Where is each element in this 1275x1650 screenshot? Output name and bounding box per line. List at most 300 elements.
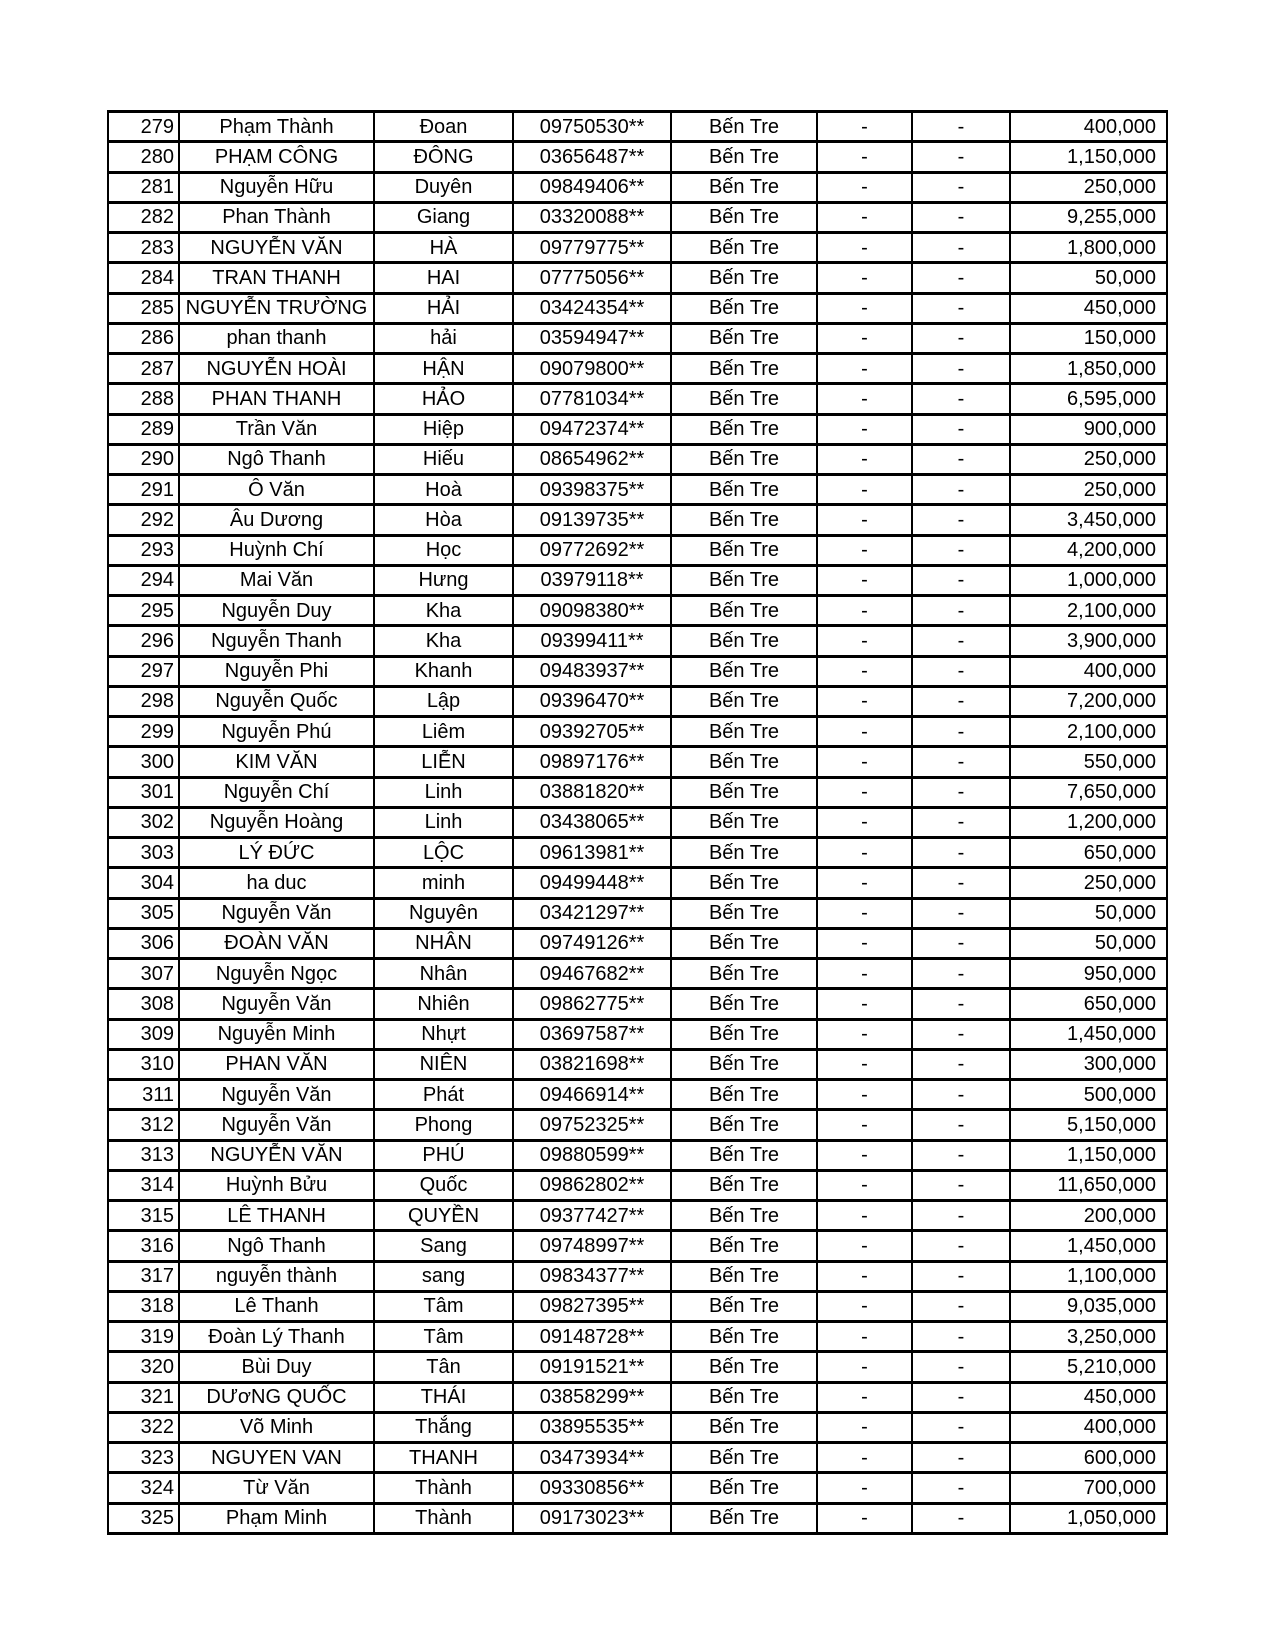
cell-last-name: Nhiên <box>374 989 513 1019</box>
cell-last-name: QUYỀN <box>374 1201 513 1231</box>
cell-province: Bến Tre <box>671 142 817 172</box>
table-row <box>108 959 1167 989</box>
cell-blank-1: - <box>817 1503 912 1534</box>
cell-province: Bến Tre <box>671 475 817 505</box>
cell-row-number: 298 <box>108 686 179 716</box>
table-row <box>108 686 1167 716</box>
cell-first-name: phan thanh <box>179 323 374 353</box>
cell-blank-1: - <box>817 1412 912 1442</box>
cell-amount: 50,000 <box>1010 928 1167 958</box>
cell-blank-2: - <box>912 1322 1010 1352</box>
cell-first-name: Phan Thành <box>179 202 374 232</box>
cell-blank-2: - <box>912 989 1010 1019</box>
cell-last-name: ĐÔNG <box>374 142 513 172</box>
cell-row-number: 282 <box>108 202 179 232</box>
cell-row-number: 314 <box>108 1170 179 1200</box>
cell-blank-1: - <box>817 686 912 716</box>
table-row <box>108 1352 1167 1382</box>
cell-amount: 200,000 <box>1010 1201 1167 1231</box>
cell-row-number: 287 <box>108 354 179 384</box>
cell-last-name: HAI <box>374 263 513 293</box>
cell-phone-masked: 09750530** <box>513 112 671 142</box>
cell-first-name: Từ Văn <box>179 1473 374 1503</box>
cell-row-number: 318 <box>108 1291 179 1321</box>
cell-phone-masked: 09399411** <box>513 626 671 656</box>
cell-blank-2: - <box>912 444 1010 474</box>
cell-phone-masked: 09862802** <box>513 1170 671 1200</box>
cell-blank-1: - <box>817 233 912 263</box>
cell-last-name: Hiệp <box>374 414 513 444</box>
cell-row-number: 280 <box>108 142 179 172</box>
cell-blank-2: - <box>912 263 1010 293</box>
cell-row-number: 303 <box>108 838 179 868</box>
table-row <box>108 1080 1167 1110</box>
cell-amount: 1,000,000 <box>1010 565 1167 595</box>
cell-phone-masked: 09849406** <box>513 172 671 202</box>
cell-last-name: HÀ <box>374 233 513 263</box>
cell-phone-masked: 03821698** <box>513 1049 671 1079</box>
cell-first-name: Trần Văn <box>179 414 374 444</box>
cell-amount: 700,000 <box>1010 1473 1167 1503</box>
cell-amount: 650,000 <box>1010 989 1167 1019</box>
cell-phone-masked: 09377427** <box>513 1201 671 1231</box>
cell-blank-2: - <box>912 838 1010 868</box>
cell-phone-masked: 03424354** <box>513 293 671 323</box>
cell-phone-masked: 09499448** <box>513 868 671 898</box>
cell-amount: 5,150,000 <box>1010 1110 1167 1140</box>
cell-row-number: 297 <box>108 656 179 686</box>
table-row <box>108 1382 1167 1412</box>
cell-amount: 150,000 <box>1010 323 1167 353</box>
cell-row-number: 307 <box>108 959 179 989</box>
table-row <box>108 1110 1167 1140</box>
cell-first-name: Nguyễn Hữu <box>179 172 374 202</box>
cell-phone-masked: 03979118** <box>513 565 671 595</box>
cell-blank-2: - <box>912 1049 1010 1079</box>
cell-first-name: NGUYỄN HOÀI <box>179 354 374 384</box>
table-row <box>108 233 1167 263</box>
cell-blank-1: - <box>817 565 912 595</box>
cell-last-name: HẬN <box>374 354 513 384</box>
cell-row-number: 319 <box>108 1322 179 1352</box>
cell-blank-1: - <box>817 656 912 686</box>
cell-province: Bến Tre <box>671 354 817 384</box>
cell-province: Bến Tre <box>671 1110 817 1140</box>
cell-province: Bến Tre <box>671 1019 817 1049</box>
cell-province: Bến Tre <box>671 928 817 958</box>
cell-last-name: Phong <box>374 1110 513 1140</box>
table-row <box>108 1201 1167 1231</box>
cell-first-name: nguyễn thành <box>179 1261 374 1291</box>
cell-blank-1: - <box>817 1473 912 1503</box>
cell-row-number: 284 <box>108 263 179 293</box>
cell-province: Bến Tre <box>671 293 817 323</box>
table-row <box>108 112 1167 142</box>
cell-phone-masked: 03594947** <box>513 323 671 353</box>
cell-blank-2: - <box>912 596 1010 626</box>
cell-row-number: 286 <box>108 323 179 353</box>
table-row <box>108 596 1167 626</box>
cell-last-name: Đoan <box>374 112 513 142</box>
cell-amount: 50,000 <box>1010 263 1167 293</box>
cell-province: Bến Tre <box>671 1140 817 1170</box>
cell-row-number: 325 <box>108 1503 179 1534</box>
cell-row-number: 289 <box>108 414 179 444</box>
cell-phone-masked: 09834377** <box>513 1261 671 1291</box>
cell-first-name: Nguyễn Chí <box>179 777 374 807</box>
donor-table-body <box>108 112 1167 1534</box>
cell-first-name: Nguyễn Văn <box>179 989 374 1019</box>
cell-blank-2: - <box>912 1140 1010 1170</box>
table-row <box>108 293 1167 323</box>
cell-row-number: 293 <box>108 535 179 565</box>
table-row <box>108 384 1167 414</box>
cell-row-number: 279 <box>108 112 179 142</box>
cell-province: Bến Tre <box>671 202 817 232</box>
cell-province: Bến Tre <box>671 172 817 202</box>
cell-blank-1: - <box>817 354 912 384</box>
table-row <box>108 928 1167 958</box>
cell-province: Bến Tre <box>671 1322 817 1352</box>
cell-province: Bến Tre <box>671 1352 817 1382</box>
cell-amount: 7,650,000 <box>1010 777 1167 807</box>
cell-blank-1: - <box>817 626 912 656</box>
cell-first-name: Võ Minh <box>179 1412 374 1442</box>
cell-province: Bến Tre <box>671 444 817 474</box>
cell-blank-2: - <box>912 505 1010 535</box>
cell-province: Bến Tre <box>671 414 817 444</box>
cell-blank-1: - <box>817 989 912 1019</box>
cell-province: Bến Tre <box>671 747 817 777</box>
cell-blank-2: - <box>912 1019 1010 1049</box>
cell-blank-1: - <box>817 838 912 868</box>
table-row <box>108 142 1167 172</box>
cell-blank-1: - <box>817 747 912 777</box>
cell-first-name: Mai Văn <box>179 565 374 595</box>
cell-phone-masked: 09330856** <box>513 1473 671 1503</box>
cell-amount: 650,000 <box>1010 838 1167 868</box>
cell-first-name: Ngô Thanh <box>179 1231 374 1261</box>
cell-province: Bến Tre <box>671 1503 817 1534</box>
cell-blank-2: - <box>912 233 1010 263</box>
table-row <box>108 898 1167 928</box>
cell-first-name: LÝ ĐỨC <box>179 838 374 868</box>
cell-phone-masked: 09862775** <box>513 989 671 1019</box>
cell-province: Bến Tre <box>671 626 817 656</box>
cell-amount: 1,150,000 <box>1010 1140 1167 1170</box>
cell-blank-1: - <box>817 112 912 142</box>
cell-province: Bến Tre <box>671 838 817 868</box>
cell-first-name: PHAN THANH <box>179 384 374 414</box>
cell-row-number: 291 <box>108 475 179 505</box>
cell-blank-1: - <box>817 444 912 474</box>
cell-last-name: Hiếu <box>374 444 513 474</box>
cell-phone-masked: 09897176** <box>513 747 671 777</box>
table-row <box>108 656 1167 686</box>
cell-last-name: Thành <box>374 1473 513 1503</box>
cell-row-number: 309 <box>108 1019 179 1049</box>
cell-amount: 400,000 <box>1010 656 1167 686</box>
cell-blank-1: - <box>817 1443 912 1473</box>
cell-row-number: 312 <box>108 1110 179 1140</box>
cell-blank-2: - <box>912 898 1010 928</box>
cell-amount: 1,050,000 <box>1010 1503 1167 1534</box>
table-row <box>108 1322 1167 1352</box>
cell-phone-masked: 03858299** <box>513 1382 671 1412</box>
cell-blank-1: - <box>817 596 912 626</box>
cell-phone-masked: 03320088** <box>513 202 671 232</box>
cell-phone-masked: 07775056** <box>513 263 671 293</box>
table-row <box>108 1412 1167 1442</box>
table-row <box>108 263 1167 293</box>
cell-amount: 2,100,000 <box>1010 596 1167 626</box>
cell-first-name: Nguyễn Văn <box>179 898 374 928</box>
cell-province: Bến Tre <box>671 686 817 716</box>
cell-blank-2: - <box>912 475 1010 505</box>
cell-phone-masked: 09467682** <box>513 959 671 989</box>
table-row <box>108 172 1167 202</box>
cell-first-name: NGUYEN VAN <box>179 1443 374 1473</box>
cell-last-name: Linh <box>374 777 513 807</box>
cell-blank-2: - <box>912 1443 1010 1473</box>
cell-amount: 250,000 <box>1010 475 1167 505</box>
table-row <box>108 354 1167 384</box>
cell-province: Bến Tre <box>671 1412 817 1442</box>
cell-phone-masked: 03697587** <box>513 1019 671 1049</box>
cell-amount: 1,450,000 <box>1010 1019 1167 1049</box>
table-row <box>108 777 1167 807</box>
cell-first-name: NGUYỄN TRƯỜNG <box>179 293 374 323</box>
cell-province: Bến Tre <box>671 777 817 807</box>
cell-row-number: 301 <box>108 777 179 807</box>
cell-first-name: NGUYỄN VĂN <box>179 1140 374 1170</box>
cell-phone-masked: 09139735** <box>513 505 671 535</box>
cell-blank-2: - <box>912 777 1010 807</box>
cell-blank-1: - <box>817 263 912 293</box>
cell-last-name: NIÊN <box>374 1049 513 1079</box>
cell-province: Bến Tre <box>671 233 817 263</box>
cell-last-name: THANH <box>374 1443 513 1473</box>
cell-first-name: TRAN THANH <box>179 263 374 293</box>
cell-first-name: Ngô Thanh <box>179 444 374 474</box>
cell-last-name: HẢI <box>374 293 513 323</box>
cell-amount: 600,000 <box>1010 1443 1167 1473</box>
cell-last-name: Nguyên <box>374 898 513 928</box>
cell-last-name: Tâm <box>374 1291 513 1321</box>
cell-first-name: DƯơNG QUỐC <box>179 1382 374 1412</box>
cell-amount: 250,000 <box>1010 172 1167 202</box>
cell-phone-masked: 09827395** <box>513 1291 671 1321</box>
cell-row-number: 322 <box>108 1412 179 1442</box>
cell-phone-masked: 09079800** <box>513 354 671 384</box>
cell-last-name: Kha <box>374 596 513 626</box>
cell-amount: 11,650,000 <box>1010 1170 1167 1200</box>
table-row <box>108 414 1167 444</box>
cell-amount: 300,000 <box>1010 1049 1167 1079</box>
cell-blank-2: - <box>912 354 1010 384</box>
cell-amount: 2,100,000 <box>1010 717 1167 747</box>
cell-last-name: Sang <box>374 1231 513 1261</box>
cell-blank-2: - <box>912 1352 1010 1382</box>
cell-blank-2: - <box>912 717 1010 747</box>
cell-blank-2: - <box>912 928 1010 958</box>
table-row <box>108 1473 1167 1503</box>
cell-amount: 6,595,000 <box>1010 384 1167 414</box>
cell-first-name: Phạm Thành <box>179 112 374 142</box>
cell-first-name: Huỳnh Bửu <box>179 1170 374 1200</box>
cell-amount: 1,450,000 <box>1010 1231 1167 1261</box>
cell-province: Bến Tre <box>671 1473 817 1503</box>
cell-phone-masked: 03438065** <box>513 807 671 837</box>
cell-province: Bến Tre <box>671 1231 817 1261</box>
cell-row-number: 315 <box>108 1201 179 1231</box>
table-row <box>108 565 1167 595</box>
cell-last-name: Kha <box>374 626 513 656</box>
cell-blank-2: - <box>912 172 1010 202</box>
cell-blank-1: - <box>817 1019 912 1049</box>
cell-last-name: Quốc <box>374 1170 513 1200</box>
cell-amount: 550,000 <box>1010 747 1167 777</box>
cell-blank-2: - <box>912 202 1010 232</box>
cell-amount: 1,850,000 <box>1010 354 1167 384</box>
cell-row-number: 306 <box>108 928 179 958</box>
cell-phone-masked: 09398375** <box>513 475 671 505</box>
cell-phone-masked: 09396470** <box>513 686 671 716</box>
cell-first-name: Bùi Duy <box>179 1352 374 1382</box>
cell-blank-1: - <box>817 475 912 505</box>
table-row <box>108 1443 1167 1473</box>
cell-blank-1: - <box>817 1382 912 1412</box>
cell-blank-1: - <box>817 1080 912 1110</box>
cell-blank-2: - <box>912 747 1010 777</box>
cell-phone-masked: 09880599** <box>513 1140 671 1170</box>
cell-first-name: PHẠM CÔNG <box>179 142 374 172</box>
cell-phone-masked: 09483937** <box>513 656 671 686</box>
cell-row-number: 324 <box>108 1473 179 1503</box>
cell-phone-masked: 09752325** <box>513 1110 671 1140</box>
cell-blank-1: - <box>817 1291 912 1321</box>
cell-blank-1: - <box>817 505 912 535</box>
cell-last-name: Nhân <box>374 959 513 989</box>
cell-province: Bến Tre <box>671 807 817 837</box>
cell-blank-1: - <box>817 1352 912 1382</box>
cell-blank-1: - <box>817 1140 912 1170</box>
cell-first-name: Nguyễn Phi <box>179 656 374 686</box>
cell-phone-masked: 09749126** <box>513 928 671 958</box>
cell-phone-masked: 07781034** <box>513 384 671 414</box>
cell-province: Bến Tre <box>671 898 817 928</box>
table-row <box>108 535 1167 565</box>
cell-blank-2: - <box>912 868 1010 898</box>
cell-row-number: 295 <box>108 596 179 626</box>
cell-row-number: 320 <box>108 1352 179 1382</box>
cell-blank-2: - <box>912 626 1010 656</box>
cell-first-name: Đoàn Lý Thanh <box>179 1322 374 1352</box>
cell-province: Bến Tre <box>671 596 817 626</box>
cell-blank-1: - <box>817 777 912 807</box>
cell-amount: 1,150,000 <box>1010 142 1167 172</box>
cell-first-name: Phạm Minh <box>179 1503 374 1534</box>
cell-blank-1: - <box>817 898 912 928</box>
cell-province: Bến Tre <box>671 1049 817 1079</box>
cell-province: Bến Tre <box>671 1080 817 1110</box>
cell-phone-masked: 03421297** <box>513 898 671 928</box>
table-row <box>108 989 1167 1019</box>
cell-last-name: LIỄN <box>374 747 513 777</box>
cell-amount: 4,200,000 <box>1010 535 1167 565</box>
cell-amount: 3,450,000 <box>1010 505 1167 535</box>
cell-row-number: 290 <box>108 444 179 474</box>
cell-province: Bến Tre <box>671 1261 817 1291</box>
cell-last-name: Lập <box>374 686 513 716</box>
cell-province: Bến Tre <box>671 1382 817 1412</box>
cell-row-number: 323 <box>108 1443 179 1473</box>
cell-first-name: Nguyễn Văn <box>179 1080 374 1110</box>
cell-blank-1: - <box>817 717 912 747</box>
table-row <box>108 717 1167 747</box>
cell-blank-1: - <box>817 928 912 958</box>
table-row <box>108 1019 1167 1049</box>
cell-last-name: Duyên <box>374 172 513 202</box>
cell-blank-2: - <box>912 807 1010 837</box>
cell-blank-1: - <box>817 535 912 565</box>
cell-blank-1: - <box>817 1322 912 1352</box>
cell-blank-2: - <box>912 959 1010 989</box>
cell-last-name: Hưng <box>374 565 513 595</box>
cell-first-name: Âu Dương <box>179 505 374 535</box>
cell-blank-2: - <box>912 293 1010 323</box>
cell-phone-masked: 09392705** <box>513 717 671 747</box>
cell-blank-1: - <box>817 202 912 232</box>
cell-phone-masked: 03656487** <box>513 142 671 172</box>
cell-amount: 450,000 <box>1010 1382 1167 1412</box>
cell-blank-2: - <box>912 384 1010 414</box>
cell-last-name: Hoà <box>374 475 513 505</box>
cell-amount: 400,000 <box>1010 112 1167 142</box>
cell-row-number: 308 <box>108 989 179 1019</box>
cell-amount: 5,210,000 <box>1010 1352 1167 1382</box>
cell-last-name: Thắng <box>374 1412 513 1442</box>
cell-province: Bến Tre <box>671 959 817 989</box>
table-row <box>108 626 1167 656</box>
cell-row-number: 283 <box>108 233 179 263</box>
cell-province: Bến Tre <box>671 565 817 595</box>
cell-amount: 1,800,000 <box>1010 233 1167 263</box>
cell-phone-masked: 09466914** <box>513 1080 671 1110</box>
cell-last-name: sang <box>374 1261 513 1291</box>
cell-first-name: Nguyễn Quốc <box>179 686 374 716</box>
cell-phone-masked: 03881820** <box>513 777 671 807</box>
cell-phone-masked: 09779775** <box>513 233 671 263</box>
cell-amount: 1,100,000 <box>1010 1261 1167 1291</box>
cell-phone-masked: 03895535** <box>513 1412 671 1442</box>
table-row <box>108 1291 1167 1321</box>
cell-blank-1: - <box>817 1261 912 1291</box>
cell-first-name: Lê Thanh <box>179 1291 374 1321</box>
cell-last-name: LỘC <box>374 838 513 868</box>
cell-row-number: 302 <box>108 807 179 837</box>
cell-amount: 950,000 <box>1010 959 1167 989</box>
table-row <box>108 747 1167 777</box>
cell-row-number: 296 <box>108 626 179 656</box>
table-row <box>108 444 1167 474</box>
cell-row-number: 299 <box>108 717 179 747</box>
cell-blank-2: - <box>912 686 1010 716</box>
cell-province: Bến Tre <box>671 717 817 747</box>
donor-table <box>107 110 1168 1535</box>
cell-amount: 250,000 <box>1010 868 1167 898</box>
cell-blank-2: - <box>912 1261 1010 1291</box>
